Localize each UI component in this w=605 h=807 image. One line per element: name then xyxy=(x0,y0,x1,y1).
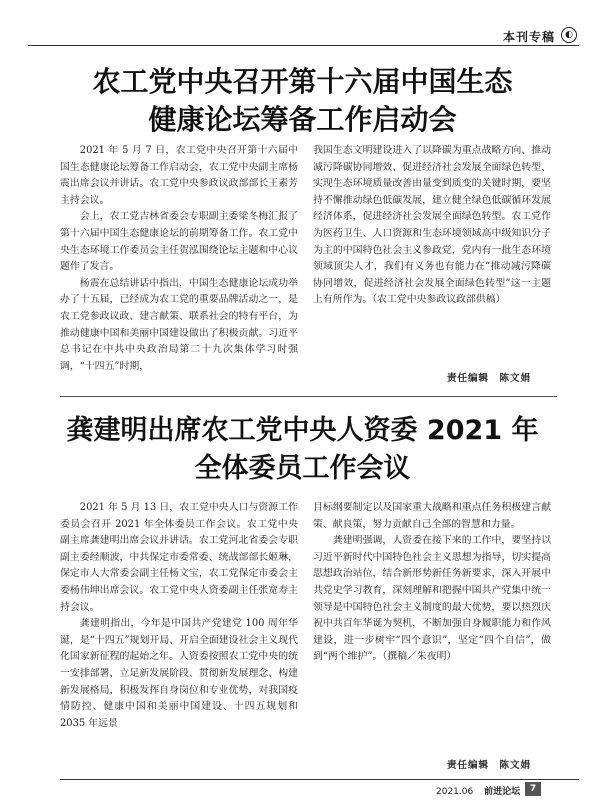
article1-editor: 责任编辑 陈文娟 xyxy=(447,373,532,384)
header-rule xyxy=(28,45,579,46)
article2-editor: 责任编辑 陈文娟 xyxy=(447,760,532,771)
publication-name: 前进论坛 xyxy=(484,787,521,797)
article1-title-line: 农工党中央召开第十六届中国生态 xyxy=(92,65,513,98)
footer-rule xyxy=(60,779,579,780)
article2-column-right xyxy=(313,500,551,740)
article2-title-line: 龚建明出席农工党中央人资委 2021 年 xyxy=(66,415,539,446)
paragraph: 2021 年 5 月 13 日，农工党中央人口与资源工作委员会召开 2021 年全体委员工作会议。农工党中央副主席龚建明出席会议并讲话。农工党河北省委会专职副主委经顺波，中共保定市委常委、统战部部长姬琳，保定市人大常委会副主任杨文宝，农工党保定市委会主委杨伟坤出席会议。农工党中央人资委副主任张宽寿主持会议。 xyxy=(60,502,298,613)
article2-title-line: 全体委员工作会议 xyxy=(194,453,411,484)
paragraph: 2021 年 5 月 7 日，农工党中央召开第十六届中国生态健康论坛筹备工作启动会，农工党中央副主席杨震出席会议并讲话。农工党中央参政议政部部长王素芳主持会议。 xyxy=(60,145,298,206)
article1-title-line: 健康论坛筹备工作启动会 xyxy=(148,103,457,136)
section-label: 本刊专稿 xyxy=(502,30,555,44)
paragraph: 会上，农工党吉林省委会专职副主委梁冬梅汇报了第十六届中国生态健康论坛的前期筹备工作。农工党中央生态环境工作委员会主任贺泓围绕论坛主题和中心议题作了发言。 xyxy=(60,211,298,273)
article2-column-left xyxy=(60,500,298,775)
page-number: 7 xyxy=(525,782,541,796)
paragraph: 目标纲要制定以及国家重大战略和重点任务积极建言献策、献良策，努力贡献自己全部的智慧和力量。 xyxy=(313,502,551,530)
article1-column-right xyxy=(313,143,551,353)
article1-title xyxy=(40,63,565,139)
paragraph: 龚建明强调，人资委在接下来的工作中，要坚持以习近平新时代中国特色社会主义思想为指导，切实提高思想政治站位，结合新形势新任务新要求，深入开展中共党史学习教育，深刻理解和把握中国共产党集中统一领导是中国特色社会主义制度的最大优势，要以热烈庆祝中共百年华诞为契机，不断加强自身履职能力和作风建设，进一步树牢“四个意识”，坚定“四个自信”，做到“两个维护”。（撰稿／朱夜明） xyxy=(313,535,551,663)
section-icon: ◐ xyxy=(561,27,577,43)
footer-info xyxy=(436,784,520,797)
paragraph: 龚建明指出，今年是中国共产党建党 100 周年华诞，是“十四五”规划开局、开启全面建设社会主义现代化国家新征程的起始之年。人资委按照农工党中央的统一安排部署，立足新发展阶段、贯彻新发展理念、构建新发展格局，积极发挥自身岗位和专业优势，对我国疫情防控、健康中国和美丽中国建设、十四五规划和 2035 年远景 xyxy=(60,618,298,729)
article2-title xyxy=(40,412,565,488)
paragraph: 杨震在总结讲话中指出，中国生态健康论坛成功举办了十五届，已经成为农工党的重要品牌活动之一，是农工党参政议政、建言献策、联系社会的特有平台，为推动健康中国和美丽中国建设做出了积极贡献。习近平总书记在中共中央政治局第二十九次集体学习时强调，“十四五”时期， xyxy=(60,277,298,372)
paragraph: 我国生态文明建设进入了以降碳为重点战略方向、推动减污降碳协同增效、促进经济社会发展全面绿色转型、实现生态环境质量改善由量变到质变的关键时期，要坚持不懈推动绿色低碳发展，建立健全绿色低碳循环发展经济体系，促进经济社会发展全面绿色转型。农工党作为医药卫生、人口资源和生态环境领域高中级知识分子为主的中国特色社会主义参政党，党内有一批生态环境领域顶尖人才，我们有义务也有能力在“推动减污降碳协同增效，促进经济社会发展全面绿色转型”这一主题上有所作为。（农工党中央参政议政部供稿） xyxy=(313,145,551,306)
article1-column-left xyxy=(60,143,298,373)
article-separator xyxy=(60,396,557,397)
issue-date: 2021.06 xyxy=(436,787,474,797)
